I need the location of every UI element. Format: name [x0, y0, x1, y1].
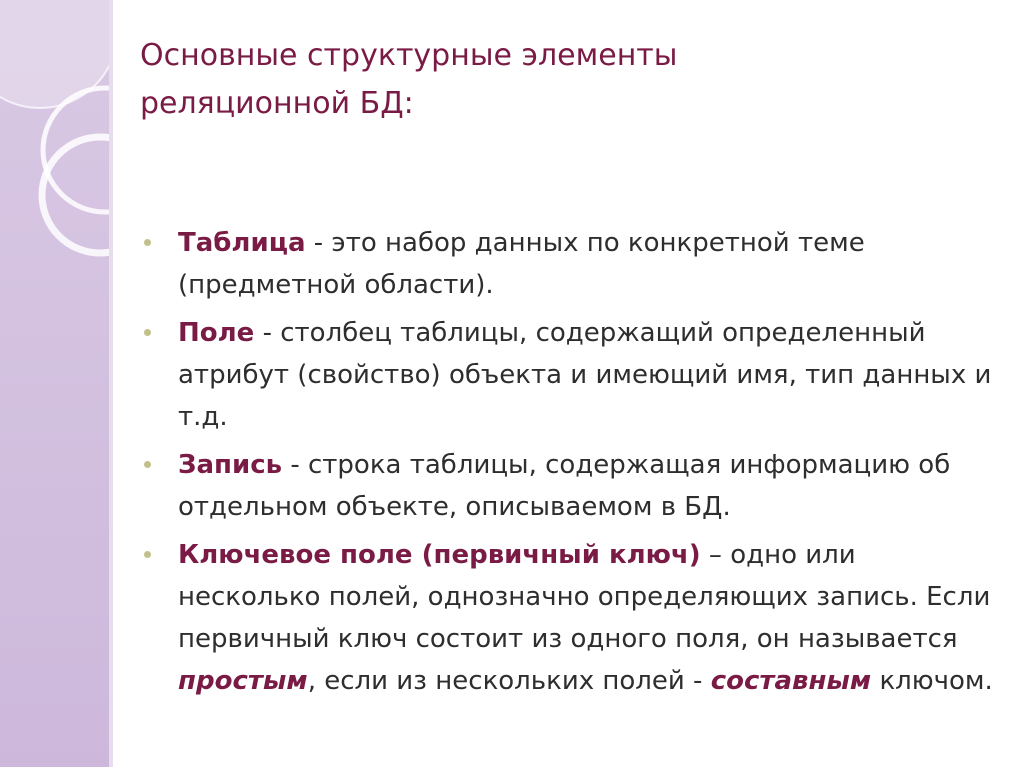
- list-item-record: [140, 444, 1000, 528]
- definition-key-field-part-1: – одно или несколько полей, однозначно определяющих запись. Если первичный ключ состоит из одного поля, он называется: [178, 540, 991, 654]
- definition-key-field-part-3: ключом.: [871, 666, 993, 696]
- definition-table: - это набор данных по конкретной теме (предметной области).: [178, 228, 865, 300]
- term-field: Поле: [178, 318, 255, 348]
- term-record: Запись: [178, 450, 283, 480]
- bullet-dot-icon: [144, 551, 151, 558]
- bullet-dot-icon: [144, 329, 151, 336]
- decorative-ring-top: [0, 0, 109, 108]
- slide-title: [140, 32, 980, 128]
- term-key-field: Ключевое поле (первичный ключ): [178, 540, 701, 570]
- bullet-dot-icon: [144, 461, 151, 468]
- definition-record: - строка таблицы, содержащая информацию об отдельном объекте, описываемом в БД.: [178, 450, 951, 522]
- definitions-list: [140, 222, 1000, 708]
- decorative-sidebar: [0, 0, 109, 767]
- list-item-key-field: [140, 534, 1000, 702]
- slide-title-line-1: Основные структурные элементы: [140, 38, 678, 73]
- bullet-dot-icon: [144, 239, 151, 246]
- definition-field: - столбец таблицы, содержащий определенный атрибут (свойство) объекта и имеющий имя, тип данных и т.д.: [178, 318, 992, 432]
- decorative-rings: [0, 0, 109, 767]
- list-item-field: [140, 312, 1000, 438]
- definition-key-field-part-2: , если из нескольких полей -: [307, 666, 711, 696]
- term-table: Таблица: [178, 228, 306, 258]
- decorative-ring-lower: [42, 137, 109, 253]
- sidebar-divider: [109, 0, 113, 767]
- term-composite-key: составным: [710, 666, 872, 696]
- list-item-table: [140, 222, 1000, 306]
- slide-title-line-2: реляционной БД:: [140, 86, 414, 121]
- term-simple-key: простым: [178, 666, 308, 696]
